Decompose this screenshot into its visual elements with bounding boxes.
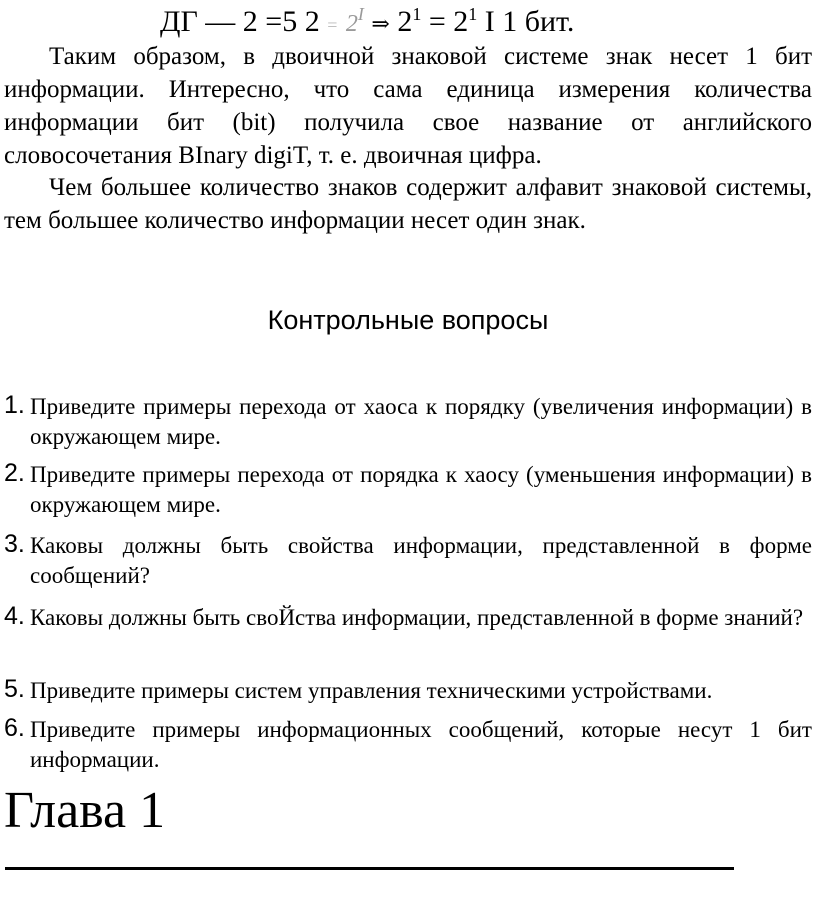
question-item (4, 715, 812, 775)
question-number: 2. (4, 459, 25, 487)
formula-faded-equals: = (327, 15, 339, 35)
question-item (4, 676, 812, 706)
formula-equals-two: = 2 (428, 5, 469, 38)
question-item (4, 460, 812, 520)
paragraph-alphabet: Чем большее количество знаков содержит алфавит знаковой системы, тем большее количество информации несет один знак. (4, 174, 812, 234)
question-item (4, 392, 812, 452)
question-number: 1. (4, 391, 25, 419)
formula-exponent-one: 1 (412, 4, 422, 24)
paragraph-binary-bit: Таким образом, в двоичной знаковой системе знак несет 1 бит информации. Интересно, что сама единица измерения количества информации бит (bit) получила свое название от английского словосочетания BInary digiT, т. е. двоичная цифра. (4, 43, 812, 169)
question-text: Каковы должны быть свойства информации, представленной в форме сообщений? (30, 533, 812, 588)
formula-faded-exponent: I (357, 4, 364, 24)
chapter-title: Глава 1 (4, 782, 166, 839)
question-number: 4. (4, 602, 25, 630)
question-text: Приведите примеры систем управления техническими устройствами. (30, 678, 713, 703)
questions-title: Контрольные вопросы (267, 305, 549, 335)
question-text: Приведите примеры перехода от хаоса к порядку (увеличения информации) в окружающем мире. (30, 394, 812, 449)
question-text: Приведите примеры информационных сообщений, которые несут 1 бит информации. (30, 717, 812, 772)
question-item (4, 531, 812, 591)
formula-line (160, 4, 574, 43)
formula-exponent-one-second: 1 (468, 4, 478, 24)
question-number: 5. (4, 675, 25, 703)
question-number: 3. (4, 530, 25, 558)
implies-arrow-icon: ⇒ (371, 11, 390, 36)
question-item (4, 603, 812, 633)
chapter-underline (5, 867, 734, 870)
formula-left: ДГ — 2 =5 2 (160, 5, 320, 38)
formula-faded-base: 2 (345, 11, 358, 37)
question-number: 6. (4, 714, 25, 742)
formula-faded-power (345, 4, 364, 37)
question-text: Приведите примеры перехода от порядка к хаосу (уменьшения информации) в окружающем мире. (30, 462, 812, 517)
question-text: Каковы должны быть своЙства информации, представленной в форме знаний? (30, 605, 804, 630)
formula-two: 2 (397, 5, 413, 38)
formula-tail: I 1 бит. (484, 5, 575, 38)
